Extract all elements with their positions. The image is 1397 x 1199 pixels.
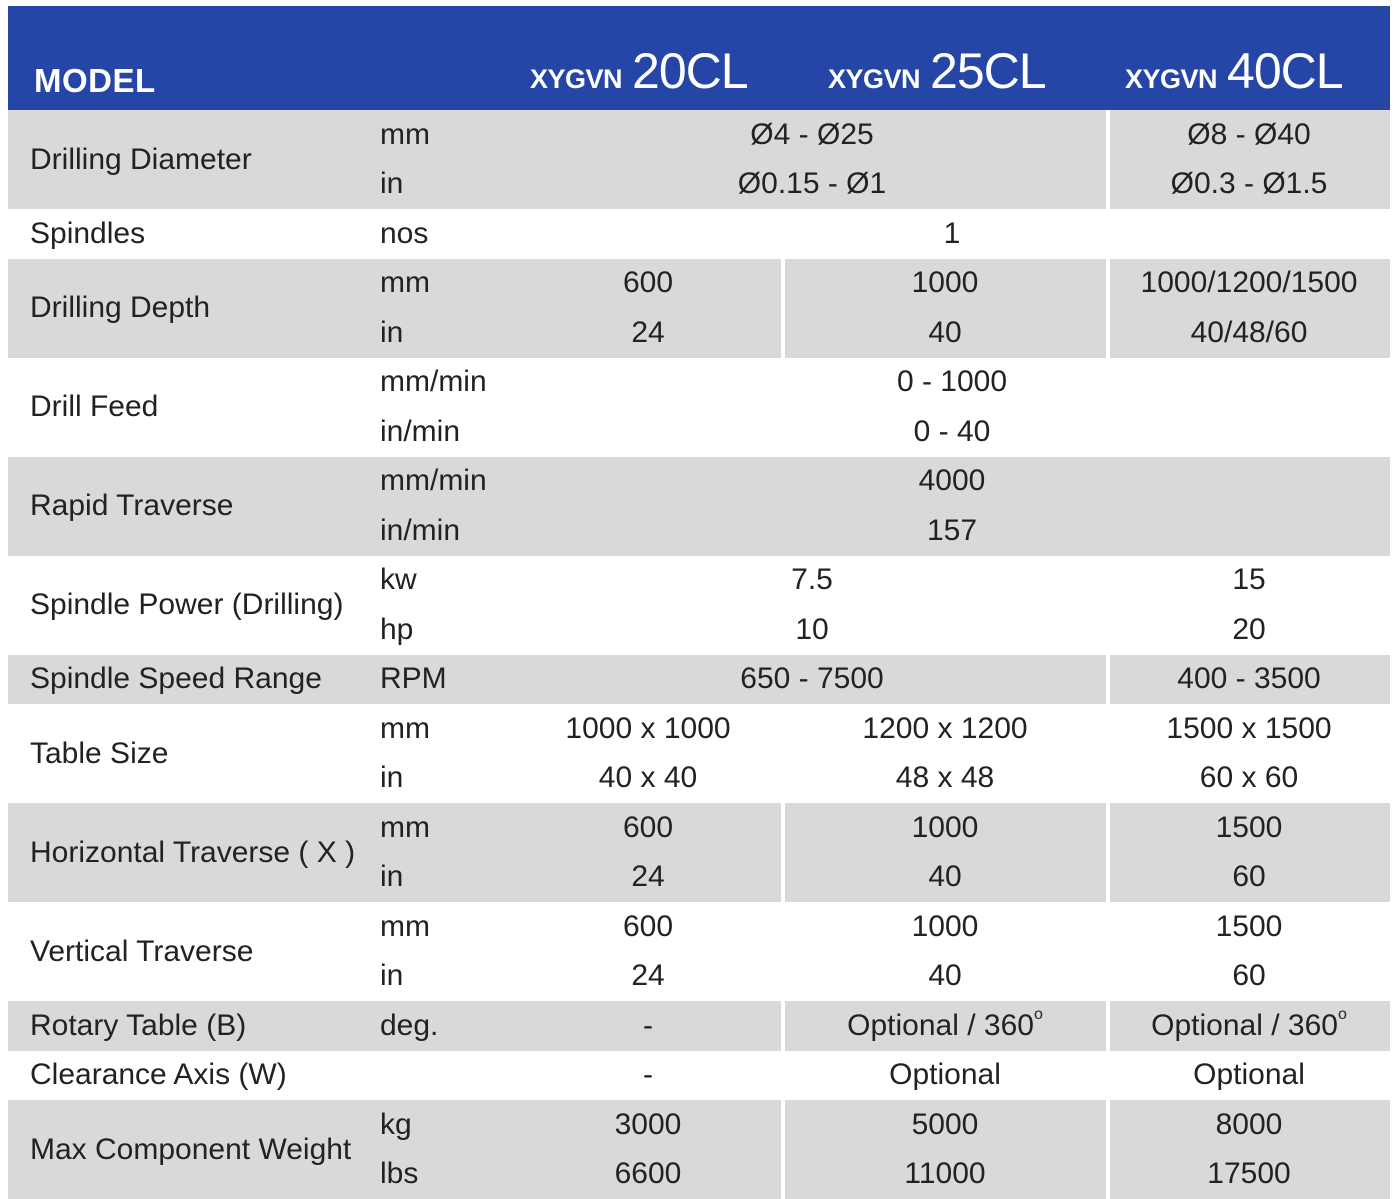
spec-unit: mm bbox=[380, 909, 430, 943]
spec-value-text: 48 x 48 bbox=[895, 761, 995, 795]
spec-unit: kg bbox=[380, 1107, 412, 1141]
spec-value bbox=[911, 1107, 979, 1141]
spec-value bbox=[631, 961, 664, 991]
spec-value-text: 7.5 bbox=[791, 563, 833, 597]
spec-value bbox=[795, 612, 829, 646]
column-divider bbox=[781, 803, 785, 902]
degree-mark: o bbox=[1337, 1005, 1347, 1023]
spec-value bbox=[928, 315, 962, 349]
spec-value-text: 400 - 3500 bbox=[1177, 662, 1321, 696]
spec-value-text: 11000 bbox=[904, 1157, 986, 1191]
model-header-25cl bbox=[828, 42, 1046, 100]
spec-value bbox=[847, 1005, 1043, 1042]
spec-label: Rotary Table (B) bbox=[30, 1008, 247, 1042]
spec-value-text: 1000/1200/1500 bbox=[1140, 266, 1358, 300]
spec-value bbox=[1141, 268, 1358, 298]
spec-value-text: 3000 bbox=[614, 1107, 682, 1141]
column-divider bbox=[781, 1001, 785, 1051]
spec-label: Rapid Traverse bbox=[30, 489, 234, 522]
spec-value-text: 60 bbox=[1232, 959, 1266, 993]
spec-value-text: 1500 x 1500 bbox=[1166, 711, 1332, 745]
spec-value-text: 20 bbox=[1232, 612, 1266, 646]
spec-row bbox=[8, 259, 1390, 358]
spec-value bbox=[1232, 961, 1265, 991]
spec-value-text: 0 - 40 bbox=[913, 414, 991, 448]
model-header-label: MODEL bbox=[34, 62, 156, 99]
spec-value bbox=[791, 565, 833, 595]
spec-value-text: 600 bbox=[622, 810, 674, 844]
spec-value bbox=[928, 961, 961, 991]
spec-sheet bbox=[8, 6, 1390, 1192]
spec-value bbox=[1187, 117, 1311, 151]
spec-row bbox=[8, 358, 1390, 457]
spec-value bbox=[928, 862, 961, 892]
spec-value bbox=[1166, 711, 1332, 745]
spec-value-text: 60 bbox=[1232, 860, 1266, 894]
spec-value bbox=[1215, 1107, 1283, 1141]
spec-value bbox=[896, 763, 994, 793]
spec-value bbox=[1215, 810, 1283, 844]
spec-value bbox=[643, 1060, 653, 1090]
spec-value-text: 157 bbox=[926, 513, 978, 547]
model-header-20cl bbox=[530, 42, 748, 100]
spec-unit: in bbox=[380, 167, 404, 201]
spec-value bbox=[919, 466, 986, 496]
spec-value-text: 24 bbox=[631, 959, 665, 993]
spec-value bbox=[1193, 1060, 1305, 1090]
column-divider bbox=[1106, 110, 1110, 209]
spec-value-text: 24 bbox=[631, 315, 665, 349]
spec-unit: mm/min bbox=[380, 365, 487, 399]
model-prefix: XYGVN bbox=[1125, 64, 1218, 94]
spec-value bbox=[912, 268, 979, 298]
spec-value-text: 1 bbox=[943, 216, 961, 250]
spec-value-text: 1200 x 1200 bbox=[862, 711, 1028, 745]
spec-value-text: 1000 bbox=[911, 810, 979, 844]
spec-row bbox=[8, 1001, 1390, 1051]
spec-value bbox=[631, 315, 665, 349]
spec-value bbox=[889, 1060, 1001, 1090]
spec-value bbox=[565, 711, 731, 745]
spec-value bbox=[1232, 862, 1265, 892]
spec-unit: in bbox=[380, 761, 404, 795]
spec-value bbox=[904, 1159, 985, 1189]
spec-label: Spindles bbox=[30, 216, 146, 250]
spec-unit: in/min bbox=[380, 513, 461, 547]
spec-value-text: - bbox=[643, 1008, 653, 1042]
spec-value bbox=[911, 909, 979, 943]
column-divider bbox=[1106, 259, 1110, 358]
model-name: 20CL bbox=[632, 43, 748, 99]
spec-value-text: 15 bbox=[1232, 563, 1266, 597]
spec-value-text: 10 bbox=[795, 612, 829, 646]
spec-value bbox=[622, 909, 674, 943]
spec-row bbox=[8, 1051, 1390, 1101]
spec-label: Drilling Diameter bbox=[30, 142, 252, 176]
spec-value bbox=[615, 1159, 682, 1189]
spec-value-text: 600 bbox=[622, 266, 674, 300]
spec-value bbox=[926, 513, 978, 547]
model-prefix: XYGVN bbox=[828, 64, 921, 94]
spec-value-text: 24 bbox=[631, 860, 665, 894]
spec-unit: in bbox=[380, 959, 404, 993]
spec-row bbox=[8, 902, 1390, 1001]
spec-value bbox=[1232, 612, 1266, 646]
spec-value bbox=[750, 117, 874, 151]
spec-value-text: 1000 bbox=[911, 909, 979, 943]
model-name: 40CL bbox=[1227, 43, 1343, 99]
spec-label: Drill Feed bbox=[30, 390, 159, 423]
spec-value-text: 1500 bbox=[1215, 909, 1283, 943]
spec-label: Clearance Axis (W) bbox=[30, 1058, 287, 1092]
spec-unit: mm/min bbox=[380, 464, 487, 498]
spec-value-text: 1000 x 1000 bbox=[565, 711, 731, 745]
column-divider bbox=[1106, 803, 1110, 902]
spec-value bbox=[643, 1008, 653, 1042]
spec-label: Spindle Power (Drilling) bbox=[30, 588, 344, 621]
spec-label: Max Component Weight bbox=[30, 1132, 352, 1166]
model-header-40cl bbox=[1125, 42, 1343, 100]
spec-value-text: Ø0.3 - Ø1.5 bbox=[1170, 167, 1328, 201]
spec-unit: mm bbox=[380, 810, 430, 844]
spec-row bbox=[8, 1100, 1390, 1199]
spec-value-text: 1500 bbox=[1215, 810, 1283, 844]
spec-value bbox=[897, 367, 1007, 397]
spec-value bbox=[1200, 763, 1298, 793]
column-divider bbox=[1106, 1001, 1110, 1051]
spec-value bbox=[1190, 315, 1308, 349]
column-divider bbox=[1106, 655, 1110, 705]
spec-value bbox=[614, 1107, 682, 1141]
spec-value-text: Ø4 - Ø25 bbox=[750, 117, 874, 151]
spec-value bbox=[599, 763, 697, 793]
spec-value-text: 0 - 1000 bbox=[896, 365, 1008, 399]
spec-value-text: 40 bbox=[928, 860, 962, 894]
spec-unit: RPM bbox=[380, 662, 447, 696]
spec-row bbox=[8, 457, 1390, 556]
spec-unit: in bbox=[380, 315, 404, 349]
spec-value bbox=[623, 268, 673, 298]
spec-value bbox=[740, 664, 883, 694]
spec-row bbox=[8, 110, 1390, 209]
spec-unit: hp bbox=[380, 612, 414, 646]
spec-value-text: 8000 bbox=[1215, 1107, 1283, 1141]
spec-value-text: 40/48/60 bbox=[1190, 315, 1308, 349]
spec-value-text: 17500 bbox=[1207, 1157, 1291, 1191]
spec-value bbox=[913, 414, 991, 448]
spec-row bbox=[8, 803, 1390, 902]
spec-value-text: 40 x 40 bbox=[598, 761, 698, 795]
spec-value-text: Ø8 - Ø40 bbox=[1187, 117, 1311, 151]
spec-unit: mm bbox=[380, 117, 430, 151]
spec-value bbox=[1207, 1159, 1290, 1189]
spec-label: Drilling Depth bbox=[30, 291, 211, 324]
spec-value-text: Ø0.15 - Ø1 bbox=[737, 167, 887, 201]
spec-value bbox=[631, 862, 664, 892]
spec-value-text: 60 x 60 bbox=[1199, 761, 1299, 795]
spec-value-text: Optional / 360 bbox=[1151, 1008, 1338, 1042]
spec-value bbox=[1232, 565, 1265, 595]
spec-row bbox=[8, 556, 1390, 655]
spec-value-text: 1000 bbox=[911, 266, 979, 300]
spec-value-text: 40 bbox=[928, 315, 962, 349]
spec-value bbox=[622, 810, 674, 844]
spec-unit: nos bbox=[380, 216, 429, 250]
spec-value bbox=[862, 711, 1028, 745]
spec-value bbox=[1177, 664, 1320, 694]
spec-unit: kw bbox=[380, 563, 417, 597]
spec-value bbox=[911, 810, 979, 844]
model-prefix: XYGVN bbox=[530, 64, 623, 94]
spec-value-text: Optional bbox=[1193, 1058, 1305, 1092]
spec-value-text: Optional / 360 bbox=[847, 1008, 1034, 1042]
spec-row bbox=[8, 209, 1390, 259]
spec-label: Spindle Speed Range bbox=[30, 662, 322, 696]
column-divider bbox=[781, 1100, 785, 1199]
spec-value bbox=[738, 169, 886, 199]
spec-label: Vertical Traverse bbox=[30, 934, 254, 968]
column-divider bbox=[1106, 1100, 1110, 1199]
spec-value bbox=[943, 216, 961, 250]
degree-mark: o bbox=[1033, 1005, 1043, 1023]
spec-unit: mm bbox=[380, 711, 430, 745]
model-name: 25CL bbox=[930, 43, 1046, 99]
spec-unit: mm bbox=[380, 266, 430, 300]
spec-value-text: - bbox=[643, 1058, 653, 1092]
spec-unit: in bbox=[380, 860, 404, 894]
spec-label: Horizontal Traverse ( X ) bbox=[30, 835, 356, 869]
spec-unit: in/min bbox=[380, 414, 461, 448]
spec-value-text: 600 bbox=[622, 909, 674, 943]
spec-value-text: 40 bbox=[928, 959, 962, 993]
spec-value-text: 6600 bbox=[614, 1157, 682, 1191]
spec-value-text: 5000 bbox=[911, 1107, 979, 1141]
spec-value bbox=[1171, 169, 1328, 199]
spec-row bbox=[8, 704, 1390, 803]
spec-unit: lbs bbox=[380, 1157, 419, 1191]
spec-value-text: 4000 bbox=[918, 464, 986, 498]
spec-value bbox=[1215, 909, 1283, 943]
spec-value-text: Optional bbox=[889, 1058, 1001, 1092]
column-divider bbox=[781, 259, 785, 358]
spec-unit: deg. bbox=[380, 1008, 439, 1042]
spec-value bbox=[1151, 1005, 1347, 1042]
spec-row bbox=[8, 655, 1390, 705]
spec-label: Table Size bbox=[30, 736, 169, 770]
spec-value-text: 650 - 7500 bbox=[740, 662, 884, 696]
table-header bbox=[8, 6, 1390, 110]
